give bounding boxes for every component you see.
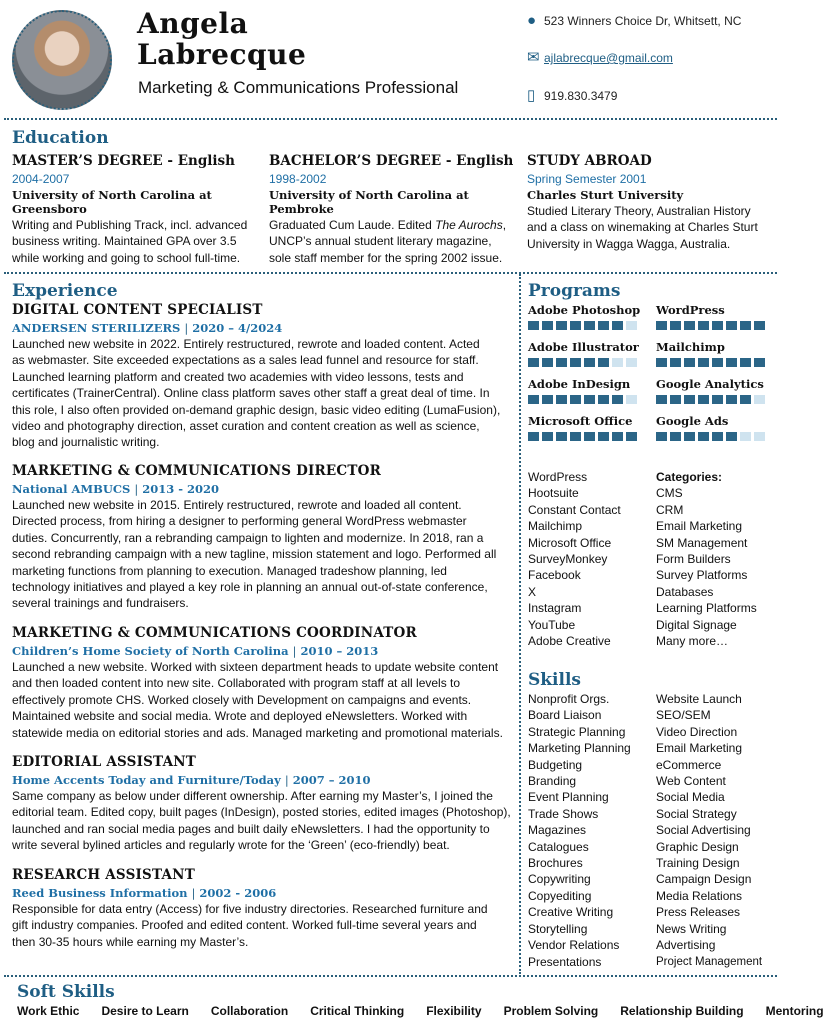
job-entry [12, 754, 517, 854]
program-name: Adobe InDesign [528, 377, 631, 391]
rating-bar [528, 358, 639, 367]
job-line: statewide media on editorial stories and ads. Managed marketing and promotional materials. [12, 725, 503, 740]
list-item: Press Releases [656, 905, 741, 920]
degree: MASTER’S DEGREE - English [12, 153, 235, 169]
job-line: then 30-35 hours while earning my Master’s. [12, 934, 249, 949]
list-item: Marketing Planning [528, 741, 631, 756]
rating-segment [698, 358, 709, 367]
rating-segment [612, 358, 623, 367]
soft-skill: Work Ethic [17, 1004, 80, 1018]
list-item: Campaign Design [656, 872, 752, 887]
rating-segment [584, 395, 595, 404]
separator: | [184, 321, 189, 335]
program-name: Google Analytics [656, 377, 764, 391]
address [527, 12, 741, 29]
list-item: Catalogues [528, 839, 589, 854]
program-name: Mailchimp [656, 340, 725, 354]
rating-segment [542, 395, 553, 404]
headline: Marketing & Communications Professional [138, 78, 459, 97]
list-item: YouTube [528, 617, 576, 632]
list-item: Many more… [656, 634, 729, 649]
program-rating [656, 303, 765, 330]
program-name: WordPress [656, 303, 725, 317]
program-rating [528, 414, 637, 441]
first-name: Angela [137, 7, 249, 40]
envelope-icon: ✉ [527, 49, 540, 66]
list-item: eCommerce [656, 757, 722, 772]
separator: | [292, 644, 297, 658]
list-item: Social Strategy [656, 806, 737, 821]
job-dates: 2020 – 4/2024 [192, 321, 283, 335]
rating-segment [656, 395, 667, 404]
list-item: Form Builders [656, 552, 731, 567]
separator: | [284, 773, 289, 787]
rating-segment [698, 321, 709, 330]
rating-segment [612, 321, 623, 330]
separator: | [134, 482, 139, 496]
education-item [527, 153, 777, 252]
divider [4, 118, 777, 120]
job-line: Same company as below under different ownership. After earning my Master’s, I joined the [12, 789, 493, 803]
school: University of North Carolina at Greensboro [12, 188, 212, 216]
categories-list [656, 469, 778, 649]
program-rating [528, 340, 639, 367]
list-item: Storytelling [528, 921, 588, 936]
company-name: National AMBUCS [12, 482, 131, 496]
rating-segment [684, 432, 695, 441]
education-item [269, 153, 524, 266]
email[interactable] [527, 48, 673, 66]
edu-line: Writing and Publishing Track, incl. advanced [12, 218, 248, 232]
profile-photo [12, 10, 112, 110]
job-line: Launched new website in 2015. Entirely restructured, rewrote and loaded all content. [12, 498, 462, 512]
job-company [12, 482, 517, 496]
rating-segment [740, 358, 751, 367]
rating-segment [684, 395, 695, 404]
list-item: Facebook [528, 568, 581, 583]
job-line: Directed process, from hiring a designer to performing general WordPress webmaster [12, 514, 467, 529]
list-item: Email Marketing [656, 519, 743, 534]
list-item: Learning Platforms [656, 601, 757, 616]
rating-segment [556, 358, 567, 367]
job-entry [12, 867, 517, 950]
list-item: Microsoft Office [528, 535, 612, 550]
list-item: CRM [656, 502, 684, 517]
soft-skill: Flexibility [426, 1004, 482, 1018]
job-line: as webmaster. Site exceeded expectations as a sales lead funnel and resource for staff. [12, 353, 479, 368]
list-item: Digital Signage [656, 617, 737, 632]
separator: | [191, 886, 196, 900]
job-line: technology initiatives and played a key role in planning an annual out-of-state conference, [12, 580, 488, 595]
list-item: Copyediting [528, 888, 592, 903]
tools-list [528, 469, 653, 649]
rating-segment [612, 432, 623, 441]
list-item: X [528, 584, 537, 599]
job-line: Launched new website in 2022. Entirely restructured, rewrote and loaded content. Acted [12, 337, 480, 351]
list-item: WordPress [528, 470, 588, 484]
rating-segment [542, 432, 553, 441]
list-item: Instagram [528, 601, 582, 616]
soft-skill: Collaboration [210, 1004, 289, 1018]
job-company [12, 773, 517, 787]
rating-bar [656, 395, 765, 404]
job-line: Maintained website and social media. Wrote and deployed eNewsletters. Worked with [12, 709, 468, 724]
divider [4, 272, 777, 274]
list-item: Media Relations [656, 888, 743, 903]
program-name: Google Ads [656, 414, 729, 428]
soft-skill: Desire to Learn [101, 1004, 189, 1018]
rating-segment [698, 432, 709, 441]
rating-segment [726, 358, 737, 367]
job-line: second rebranding campaign with a new tagline, mission statement and logo. Performed all [12, 547, 497, 562]
rating-segment [542, 358, 553, 367]
rating-segment [740, 321, 751, 330]
job-line: marketing functions from planning to execution. Managed tradeshow planning, led [12, 563, 447, 578]
list-item: Creative Writing [528, 905, 614, 920]
list-item: Constant Contact [528, 502, 621, 517]
list-item: SM Management [656, 535, 748, 550]
rating-bar [528, 321, 640, 330]
rating-segment [570, 321, 581, 330]
company-name: Home Accents Today and Furniture/Today [12, 773, 281, 787]
rating-segment [740, 395, 751, 404]
edu-line: UNCP’s annual student literary magazine, [269, 234, 492, 249]
job-company [12, 644, 517, 658]
rating-segment [754, 395, 765, 404]
edu-line: sole staff member for the spring 2002 issue. [269, 250, 503, 265]
soft-skill: Critical Thinking [310, 1004, 405, 1018]
last-name: Labrecque [137, 38, 307, 71]
job-line: several trainings and fundraisers. [12, 596, 189, 611]
job-entry [12, 302, 517, 451]
column-divider [519, 274, 521, 974]
job-dates: 2007 – 2010 [292, 773, 371, 787]
program-name: Microsoft Office [528, 414, 633, 428]
list-item: Event Planning [528, 790, 609, 805]
list-item: Budgeting [528, 757, 583, 772]
skills-heading: Skills [528, 670, 582, 690]
rating-segment [528, 395, 539, 404]
list-item: Strategic Planning [528, 724, 626, 739]
education-heading: Education [12, 128, 109, 148]
rating-segment [584, 432, 595, 441]
email-link[interactable]: ajlabrecque@gmail.com [544, 51, 673, 65]
rating-segment [712, 395, 723, 404]
job-line: certificates (TrainerCentral). Online class platform saves other staff a great deal of time. In [12, 386, 490, 401]
list-item: Social Advertising [656, 823, 751, 838]
years: Spring Semester 2001 [527, 172, 647, 186]
rating-segment [726, 321, 737, 330]
job-title: RESEARCH ASSISTANT [12, 867, 195, 883]
rating-segment [670, 432, 681, 441]
soft-skill: Relationship Building [620, 1004, 744, 1018]
rating-segment [598, 358, 609, 367]
rating-bar [656, 358, 765, 367]
list-item: Board Liaison [528, 708, 602, 723]
soft-skill: Mentoring [765, 1004, 824, 1018]
job-company [12, 321, 517, 335]
soft-skill: Problem Solving [503, 1004, 599, 1018]
skills-column-1 [528, 691, 653, 970]
rating-bar [528, 432, 637, 441]
rating-segment [670, 358, 681, 367]
degree: BACHELOR’S DEGREE - English [269, 153, 514, 169]
edu-text: , [502, 218, 507, 232]
list-item: Social Media [656, 790, 725, 805]
job-line: blog and journalistic writing. [12, 435, 160, 450]
rating-segment [626, 395, 637, 404]
job-line: effectively promote CHS. Worked closely with Development on campaigns and events. [12, 692, 472, 707]
job-entry [12, 625, 517, 741]
job-title: DIGITAL CONTENT SPECIALIST [12, 302, 263, 318]
list-item: Project Management [656, 955, 763, 968]
rating-segment [698, 395, 709, 404]
job-dates: 2010 – 2013 [300, 644, 379, 658]
list-item: SurveyMonkey [528, 552, 608, 567]
rating-segment [626, 432, 637, 441]
rating-segment [670, 395, 681, 404]
soft-skills-heading: Soft Skills [17, 982, 115, 1002]
magazine-title: The Aurochs [435, 218, 503, 232]
list-item: Presentations [528, 954, 602, 969]
list-item: Trade Shows [528, 806, 599, 821]
job-title: MARKETING & COMMUNICATIONS COORDINATOR [12, 625, 417, 641]
rating-segment [598, 395, 609, 404]
job-line: Launched a new website. Worked with sixteen department heads to update website content [12, 660, 499, 674]
list-item: Brochures [528, 856, 583, 871]
list-item: Website Launch [656, 692, 742, 706]
list-item: Training Design [656, 856, 740, 871]
rating-segment [656, 432, 667, 441]
full-name [137, 8, 306, 70]
rating-segment [740, 432, 751, 441]
rating-segment [726, 395, 737, 404]
address-text: 523 Winners Choice Dr, Whitsett, NC [544, 14, 742, 28]
program-name: Adobe Photoshop [528, 303, 641, 317]
list-item: SEO/SEM [656, 708, 711, 723]
job-line: launched and ran social media pages and built daily eNewsletters. I had the opportunity to [12, 821, 490, 836]
rating-segment [556, 432, 567, 441]
rating-segment [556, 321, 567, 330]
rating-segment [570, 395, 581, 404]
rating-segment [754, 358, 765, 367]
rating-segment [754, 432, 765, 441]
rating-bar [656, 321, 765, 330]
list-item: Copywriting [528, 872, 591, 887]
job-line: and then loaded content into new site. Collaborated with program staff at all levels to [12, 676, 461, 691]
list-item: Video Direction [656, 724, 738, 739]
job-line: write several bylined articles and regularly wrote for the ‘Green’ (eco-friendly) beat. [12, 838, 450, 853]
skills-column-2 [656, 691, 778, 970]
rating-segment [626, 321, 637, 330]
degree: STUDY ABROAD [527, 153, 652, 169]
rating-bar [528, 395, 637, 404]
list-item: Mailchimp [528, 519, 583, 534]
job-line: Launched learning platform and created two academies with video lessons, tests and [12, 369, 464, 384]
rating-segment [584, 358, 595, 367]
company-name: ANDERSEN STERILIZERS [12, 321, 181, 335]
job-line: this role, I also often provided on-demand graphic design, basic video editing (LumaFusion), [12, 402, 501, 417]
soft-skills-list [17, 1004, 824, 1018]
phone [527, 86, 617, 104]
list-item: Web Content [656, 774, 726, 789]
rating-segment [598, 321, 609, 330]
rating-segment [684, 321, 695, 330]
job-line: duties. Concurrently, ran a rebranding campaign to lighten and modernize. In 2018, ran a [12, 530, 484, 545]
job-entry [12, 463, 517, 612]
rating-segment [754, 321, 765, 330]
company-name: Reed Business Information [12, 886, 188, 900]
education-item [12, 153, 262, 266]
rating-segment [584, 321, 595, 330]
list-item: Magazines [528, 823, 587, 838]
list-item: Graphic Design [656, 839, 739, 854]
list-item: CMS [656, 486, 683, 501]
job-dates: 2002 - 2006 [199, 886, 277, 900]
job-line: Responsible for data entry (Access) for five industry directories. Researched furniture and [12, 902, 488, 916]
rating-segment [542, 321, 553, 330]
years: 2004-2007 [12, 172, 70, 186]
program-name: Adobe Illustrator [528, 340, 639, 354]
rating-bar [656, 432, 765, 441]
job-line: editorial team. Edited copy, built pages (InDesign), posted stories, edited images (Photoshop), [12, 805, 511, 820]
rating-segment [726, 432, 737, 441]
program-rating [656, 377, 765, 404]
edu-text: Graduated Cum Laude. Edited [269, 218, 436, 232]
phone-text: 919.830.3479 [544, 89, 618, 103]
programs-heading: Programs [528, 281, 621, 301]
rating-segment [656, 358, 667, 367]
list-item: Vendor Relations [528, 938, 620, 953]
school: Charles Sturt University [527, 188, 684, 202]
school: University of North Carolina at Pembroke [269, 188, 469, 216]
program-rating [528, 377, 637, 404]
rating-segment [528, 321, 539, 330]
list-item: Hootsuite [528, 486, 579, 501]
rating-segment [556, 395, 567, 404]
rating-segment [712, 321, 723, 330]
list-item: News Writing [656, 921, 727, 936]
edu-line: business writing. Maintained GPA over 3.5 [12, 234, 237, 249]
rating-segment [670, 321, 681, 330]
location-pin-icon: ● [527, 12, 537, 29]
list-item: Advertising [656, 938, 716, 953]
list-item: Branding [528, 774, 577, 789]
program-rating [656, 414, 765, 441]
edu-line: University in Wagga Wagga, Australia. [527, 236, 731, 251]
job-line: gift industry companies. Proofed and edited content. Worked full-time several years and [12, 918, 477, 933]
program-rating [528, 303, 640, 330]
experience-heading: Experience [12, 281, 118, 301]
list-item: Adobe Creative [528, 634, 611, 649]
list-item: Databases [656, 584, 714, 599]
rating-segment [570, 432, 581, 441]
rating-segment [612, 395, 623, 404]
phone-icon: ▯ [527, 87, 536, 104]
rating-segment [570, 358, 581, 367]
rating-segment [528, 358, 539, 367]
divider [4, 975, 777, 977]
job-title: MARKETING & COMMUNICATIONS DIRECTOR [12, 463, 381, 479]
job-title: EDITORIAL ASSISTANT [12, 754, 197, 770]
program-rating [656, 340, 765, 367]
rating-segment [684, 358, 695, 367]
edu-line: while working and going to school full-time. [12, 250, 241, 265]
job-dates: 2013 - 2020 [142, 482, 220, 496]
job-company [12, 886, 517, 900]
rating-segment [528, 432, 539, 441]
rating-segment [656, 321, 667, 330]
rating-segment [626, 358, 637, 367]
list-item: Survey Platforms [656, 568, 748, 583]
job-line: video and photography direction, asset curation and content creation as well as science, [12, 419, 480, 434]
categories-heading: Categories: [656, 470, 723, 484]
rating-segment [598, 432, 609, 441]
edu-line: Studied Literary Theory, Australian History [527, 204, 751, 218]
rating-segment [712, 358, 723, 367]
list-item: Email Marketing [656, 741, 743, 756]
rating-segment [712, 432, 723, 441]
company-name: Children’s Home Society of North Carolina [12, 644, 289, 658]
years: 1998-2002 [269, 172, 327, 186]
list-item: Nonprofit Orgs. [528, 692, 610, 706]
edu-line [269, 217, 524, 233]
edu-line: and a class on winemaking at Charles Sturt [527, 220, 758, 235]
